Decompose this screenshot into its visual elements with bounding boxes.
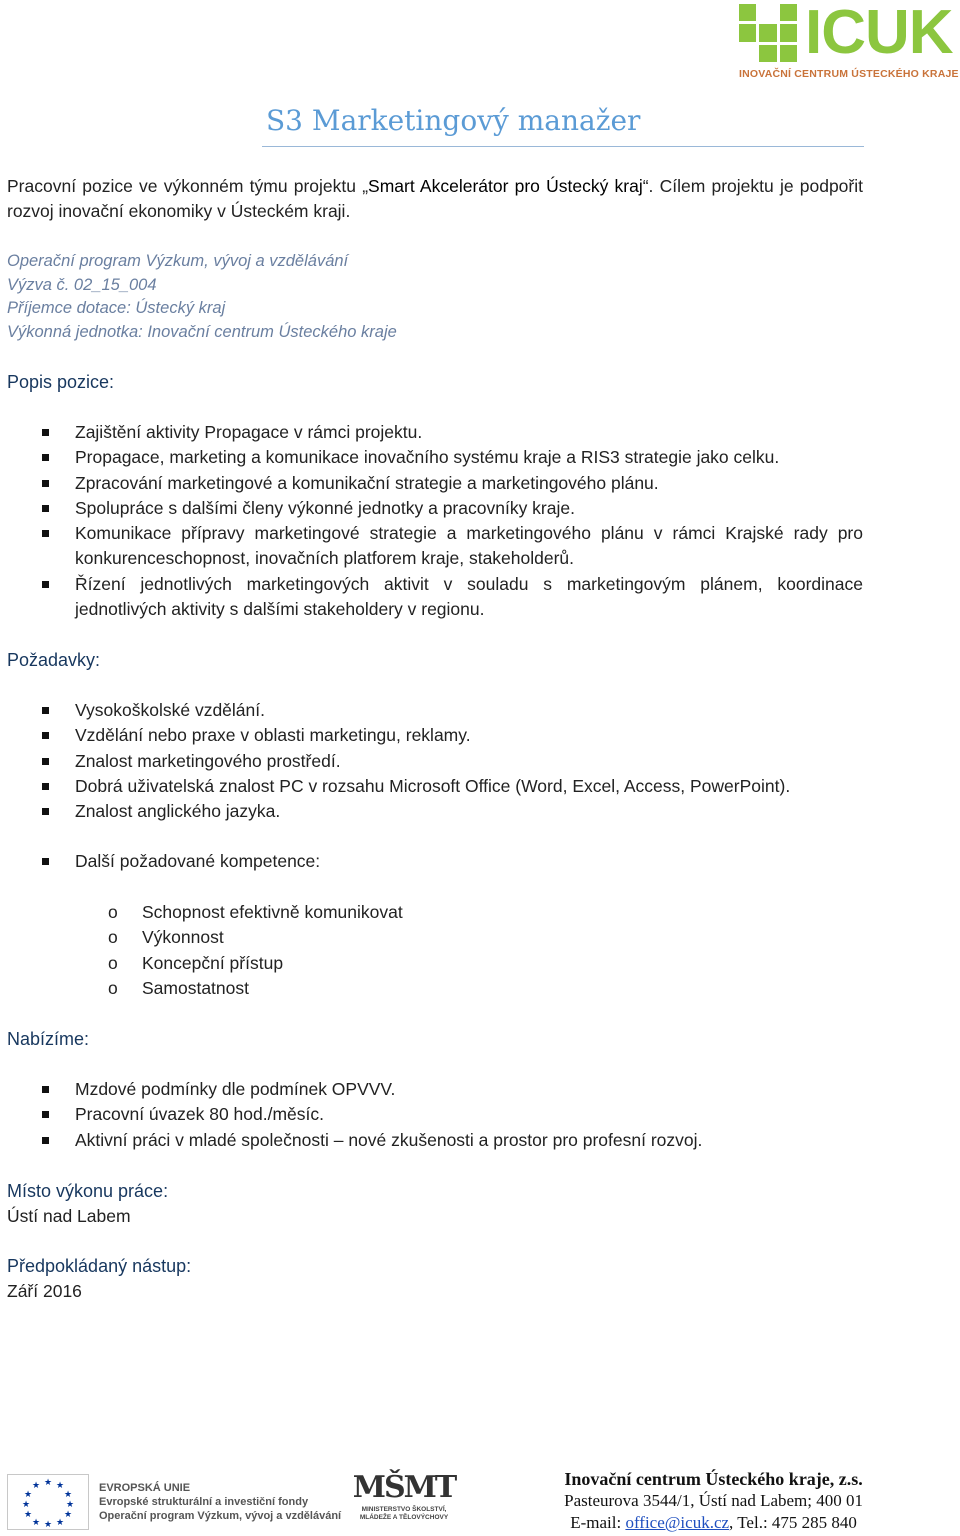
eu-stars-icon: ★ ★ ★ ★ ★ ★ ★ ★ ★ ★ ★ ★ xyxy=(7,1474,89,1530)
eu-line: EVROPSKÁ UNIE xyxy=(99,1482,191,1494)
msmt-logo xyxy=(348,1470,460,1522)
intro-before: Pracovní pozice ve výkonném týmu projektu „ xyxy=(7,176,369,196)
eu-line: Evropské strukturální a investiční fondy xyxy=(99,1496,309,1508)
kompetence-list xyxy=(108,900,403,1001)
eu-logo xyxy=(7,1474,341,1530)
kompetence-label: Další požadované kompetence: xyxy=(7,849,863,874)
pozadavky-list xyxy=(7,698,863,824)
list-item: Aktivní práci v mladé společnosti – nové zkušenosti a prostor pro profesní rozvoj. xyxy=(7,1128,863,1153)
nastup-heading: Předpokládaný nástup: xyxy=(7,1256,192,1276)
page-title: S3 Marketingový manažer xyxy=(266,104,641,137)
intro-paragraph xyxy=(7,174,863,224)
popis-heading: Popis pozice: xyxy=(7,372,115,392)
org-name: Inovační centrum Ústeckého kraje, z.s. xyxy=(564,1469,863,1489)
list-item: Vzdělání nebo praxe v oblasti marketingu, reklamy. xyxy=(7,723,863,748)
email-label: E-mail: xyxy=(570,1513,626,1532)
nastup-value: Září 2016 xyxy=(7,1281,82,1301)
msmt-mark-icon: MŠMT xyxy=(352,1470,456,1505)
logo-name: ICUK xyxy=(805,0,953,67)
org-address: Pasteurova 3544/1, Ústí nad Labem; 400 01 xyxy=(564,1491,863,1510)
list-item: Řízení jednotlivých marketingových aktivit v souladu s marketingovým plánem, koordinace jednotlivých aktivity s dalšími stakeholdery v regionu. xyxy=(7,572,863,623)
misto-heading: Místo výkonu práce: xyxy=(7,1181,169,1201)
list-item: Zajištění aktivity Propagace v rámci projektu. xyxy=(7,420,863,445)
program-line: Operační program Výzkum, vývoj a vzdělávání xyxy=(7,252,349,270)
list-item: Zpracování marketingové a komunikační strategie a marketingového plánu. xyxy=(7,471,863,496)
list-item: Vysokoškolské vzdělání. xyxy=(7,698,863,723)
intro-after: “. Cílem projektu je podpořit rozvoj inovační ekonomiky v Ústeckém kraji. xyxy=(7,176,863,221)
msmt-line: MLÁDEŽE A TĚLOVÝCHOVY xyxy=(359,1514,449,1521)
email-link[interactable]: office@icuk.cz xyxy=(625,1513,730,1532)
logo-subtitle: INOVAČNÍ CENTRUM ÚSTECKÉHO KRAJE xyxy=(739,68,959,80)
phone: , Tel.: 475 285 840 xyxy=(729,1513,857,1532)
unit-line: Výkonná jednotka: Inovační centrum Ústeckého kraje xyxy=(7,322,397,341)
contact-block xyxy=(564,1468,863,1534)
title-underline xyxy=(262,146,864,147)
list-item: Pracovní úvazek 80 hod./měsíc. xyxy=(7,1102,863,1127)
list-item: o Samostatnost xyxy=(108,976,403,1001)
list-item: o Schopnost efektivně komunikovat xyxy=(108,900,403,925)
icuk-logo xyxy=(739,0,959,86)
recipient-line: Příjemce dotace: Ústecký kraj xyxy=(7,299,226,317)
pozadavky-heading: Požadavky: xyxy=(7,650,101,670)
kompetence-label-list xyxy=(7,849,863,874)
list-item: Komunikace přípravy marketingové strategie a marketingového plánu v rámci Krajské rady pro konkurenceschopnost, inovačních platforem kraje, stakeholderů. xyxy=(7,521,863,572)
call-line: Výzva č. 02_15_004 xyxy=(7,275,157,294)
list-item: Dobrá uživatelská znalost PC v rozsahu Microsoft Office (Word, Excel, Access, PowerPoint). xyxy=(7,774,863,799)
project-name: Smart Akcelerátor pro Ústecký kraj xyxy=(368,176,643,196)
contact-line xyxy=(564,1512,863,1534)
eu-text xyxy=(99,1481,341,1523)
list-item: o Výkonnost xyxy=(108,925,403,950)
list-item: Mzdové podmínky dle podmínek OPVVV. xyxy=(7,1077,863,1102)
eu-line: Operační program Výzkum, vývoj a vzdělávání xyxy=(99,1510,342,1522)
nabizime-list xyxy=(7,1077,863,1153)
list-item: o Koncepční přístup xyxy=(108,951,403,976)
list-item: Propagace, marketing a komunikace inovačního systému kraje a RIS3 strategie jako celku. xyxy=(7,445,863,470)
msmt-line: MINISTERSTVO ŠKOLSTVÍ, xyxy=(361,1506,447,1513)
program-info xyxy=(7,250,397,344)
list-item: Znalost anglického jazyka. xyxy=(7,799,863,824)
footer xyxy=(0,1462,960,1536)
list-item: Spolupráce s dalšími členy výkonné jednotky a pracovníky kraje. xyxy=(7,496,863,521)
popis-list xyxy=(7,420,863,622)
nabizime-heading: Nabízíme: xyxy=(7,1029,90,1049)
misto-value: Ústí nad Labem xyxy=(7,1206,131,1226)
icuk-mark-icon xyxy=(739,4,797,62)
list-item: Znalost marketingového prostředí. xyxy=(7,749,863,774)
